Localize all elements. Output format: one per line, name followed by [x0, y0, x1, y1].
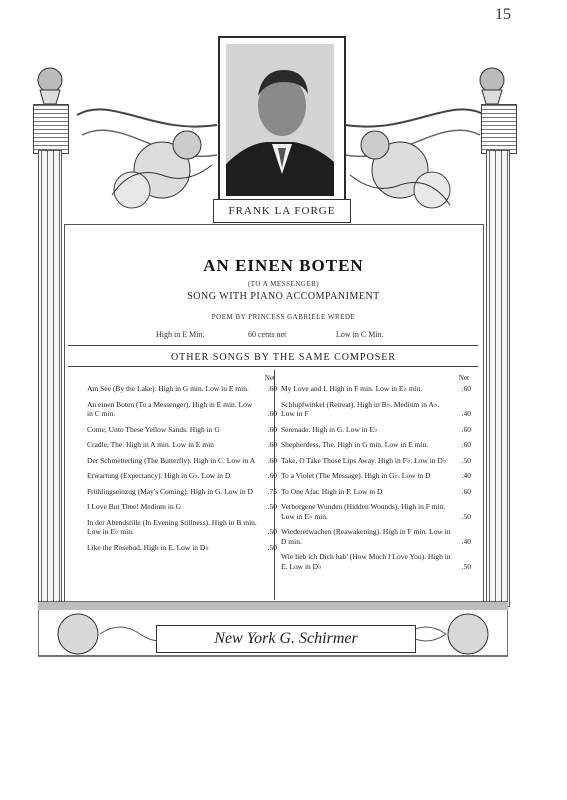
right-urn-ornament: [472, 66, 512, 106]
composer-portrait: [226, 44, 334, 196]
other-songs-heading: OTHER SONGS BY THE SAME COMPOSER: [170, 352, 397, 363]
portrait-frame: [218, 36, 346, 204]
poem-credit: POEM BY PRINCESS GABRIELE WREDE: [211, 313, 356, 321]
publisher-plate: [156, 625, 416, 653]
list-item: Am See (By the Lake). High in G min. Low in E min. .60: [87, 384, 277, 393]
list-item: Der Schmetterling (The Butterfly). High in C. Low in A .60: [87, 455, 277, 465]
list-item: Wiedererwachen (Reawakening). High in F min. Low in D min. .40: [281, 527, 471, 546]
list-item: Erwartung (Expectancy). High in G♭. Low in D .60: [87, 471, 277, 480]
song-title: AN EINEN BOTEN: [203, 256, 364, 275]
left-urn-ornament: [30, 66, 70, 106]
publisher-name: New York G. Schirmer: [214, 630, 358, 647]
song-list-left: [87, 374, 277, 558]
list-item: Come, Unto These Yellow Sands. High in G .60: [87, 424, 277, 434]
list-item: Schlupfwinkel (Retreat). High in B♭. Medium in A♭. Low in F .40: [281, 399, 471, 418]
list-item: My Love and I. High in F min. Low in E♭ min. .60: [281, 384, 471, 393]
song-list-right: [281, 374, 471, 577]
list-item: Verborgene Wunden (Hidden Wounds). High in F min. Low in E♭ min. .50: [281, 502, 471, 521]
list-item: I Love But Thee! Medium in G .50: [87, 502, 277, 511]
list-item: To a Violet (The Message). High in G♭. Low in D .40: [281, 471, 471, 480]
list-item: In der Abendstille (In Evening Stillness). High in B min. Low in E♭ min. .50: [87, 517, 277, 536]
list-item: An einen Boten (To a Messenger). High in E min. Low in C min. .60: [87, 399, 277, 418]
price: 60 cents net: [248, 330, 287, 339]
divider-bottom: [68, 366, 478, 367]
left-fluted-column: [38, 150, 62, 607]
left-garland-ornament: [72, 95, 222, 215]
high-key: High in E Min.: [156, 330, 205, 339]
list-item: Like the Rosebud. High in E. Low in D♭ .50: [87, 542, 277, 552]
list-item: Take, O Take Those Lips Away. High in F♭. Low in D♭ .50: [281, 455, 471, 465]
left-column-capital: [33, 104, 69, 154]
list-item: Serenade. High in G. Low in E♭ .60: [281, 424, 471, 434]
divider-top: [68, 345, 478, 346]
net-label: Net: [264, 374, 275, 382]
composer-name-plate: FRANK LA FORGE: [213, 199, 351, 223]
right-column-capital: [481, 104, 517, 154]
accompaniment-line: SONG WITH PIANO ACCOMPANIMENT: [187, 291, 380, 302]
right-fluted-column: [486, 150, 510, 607]
list-item: Shepherdess, The. High in G min. Low in E min. .60: [281, 440, 471, 449]
list-item: Cradle, The. High in A min. Low in E min .60: [87, 440, 277, 449]
list-item: Wie lieb ich Dich hab' (How Much I Love You). High in E. Low in D♭ .50: [281, 552, 471, 571]
low-key: Low in C Min.: [336, 330, 384, 339]
net-label: Net: [458, 374, 469, 382]
song-subtitle: (TO A MESSENGER): [247, 280, 320, 288]
list-item: Frühlingseinzug (May's Coming). High in G. Low in D .75: [87, 486, 277, 496]
list-item: To One Afar. High in F. Low in D .60: [281, 486, 471, 496]
page-corner-mark: 15: [495, 6, 511, 23]
right-garland-ornament: [340, 95, 490, 215]
